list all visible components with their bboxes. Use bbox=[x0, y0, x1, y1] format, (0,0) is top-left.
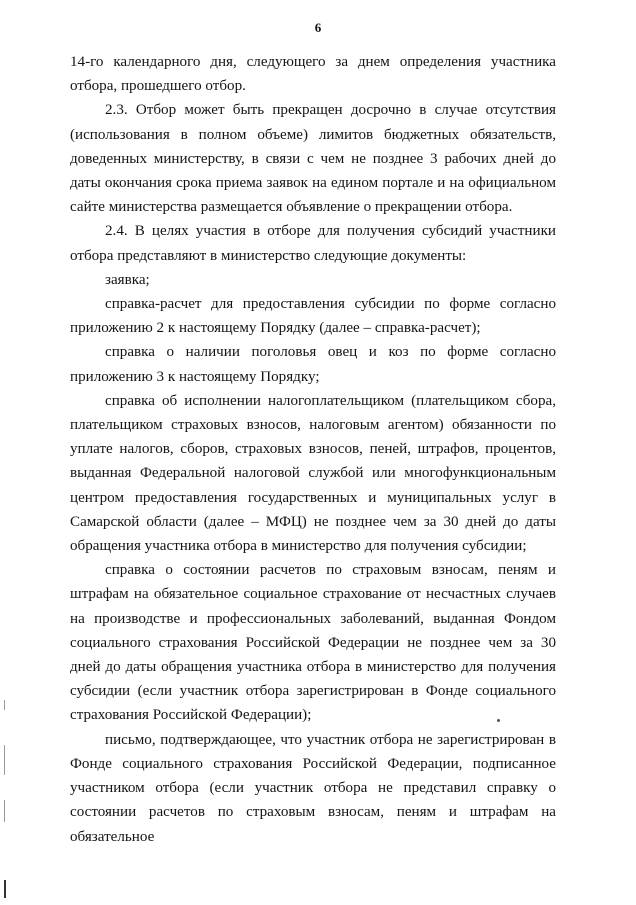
scan-edge-mark bbox=[4, 700, 5, 710]
paragraph-2-4: 2.4. В целях участия в отборе для получения субсидий участники отбора представляют в министерство следующие документы: bbox=[70, 223, 556, 264]
paragraph-2-3: 2.3. Отбор может быть прекращен досрочно в случае отсутствия (использования в полном объеме) лимитов бюджетных обязательств, доведенных министерству, в связи с чем не позднее 3 рабочих дней до даты окончания срока приема заявок на едином портале и на официальном сайте министерства размещается объявление о прекращении отбора. bbox=[70, 102, 556, 216]
list-item-calculation-certificate: справка-расчет для предоставления субсидии по форме согласно приложению 2 к настоящему Порядку (далее – справка-расчет); bbox=[70, 296, 556, 337]
scan-edge-mark bbox=[4, 800, 5, 822]
page-number: 6 bbox=[314, 20, 322, 35]
scan-edge-mark bbox=[4, 745, 5, 775]
list-item-non-registration-letter: письмо, подтверждающее, что участник отбора не зарегистрирован в Фонде социального страхования Российской Федерации, подписанное участником отбора (если участник отбора не представил справку о состоянии расчетов по страховым взносам, пеням и штрафам на обязательное bbox=[70, 731, 556, 845]
list-item-application: заявка; bbox=[105, 271, 150, 288]
paragraph-continuation: 14-го календарного дня, следующего за днем определения участника отбора, прошедшего отбор. bbox=[70, 54, 556, 95]
scan-speck bbox=[497, 719, 500, 722]
list-item-tax-certificate: справка об исполнении налогоплательщиком (плательщиком сбора, плательщиком страховых взносов, налоговым агентом) обязанности по уплате налогов, сборов, страховых взносов, пеней, штрафов, процентов, выданная Федеральной налоговой службой или многофункциональным центром предоставления государственных и муниципальных услуг в Самарской области (далее – МФЦ) не позднее чем за 30 дней до даты обращения участника отбора в министерство для получения субсидии; bbox=[70, 392, 556, 555]
scan-edge-mark bbox=[4, 880, 6, 898]
list-item-livestock-certificate: справка о наличии поголовья овец и коз по форме согласно приложению 3 к настоящему Порядку; bbox=[70, 344, 556, 385]
list-item-insurance-certificate: справка о состоянии расчетов по страховым взносам, пеням и штрафам на обязательное социальное страхование от несчастных случаев на производстве и профессиональных заболеваний, выданная Фондом социального страхования Российской Федерации не позднее чем за 30 дней до даты обращения участника отбора в министерство для получения субсидии (если участник отбора зарегистрирован в Фонде социального страхования Российской Федерации); bbox=[70, 562, 556, 724]
document-body bbox=[70, 50, 556, 849]
